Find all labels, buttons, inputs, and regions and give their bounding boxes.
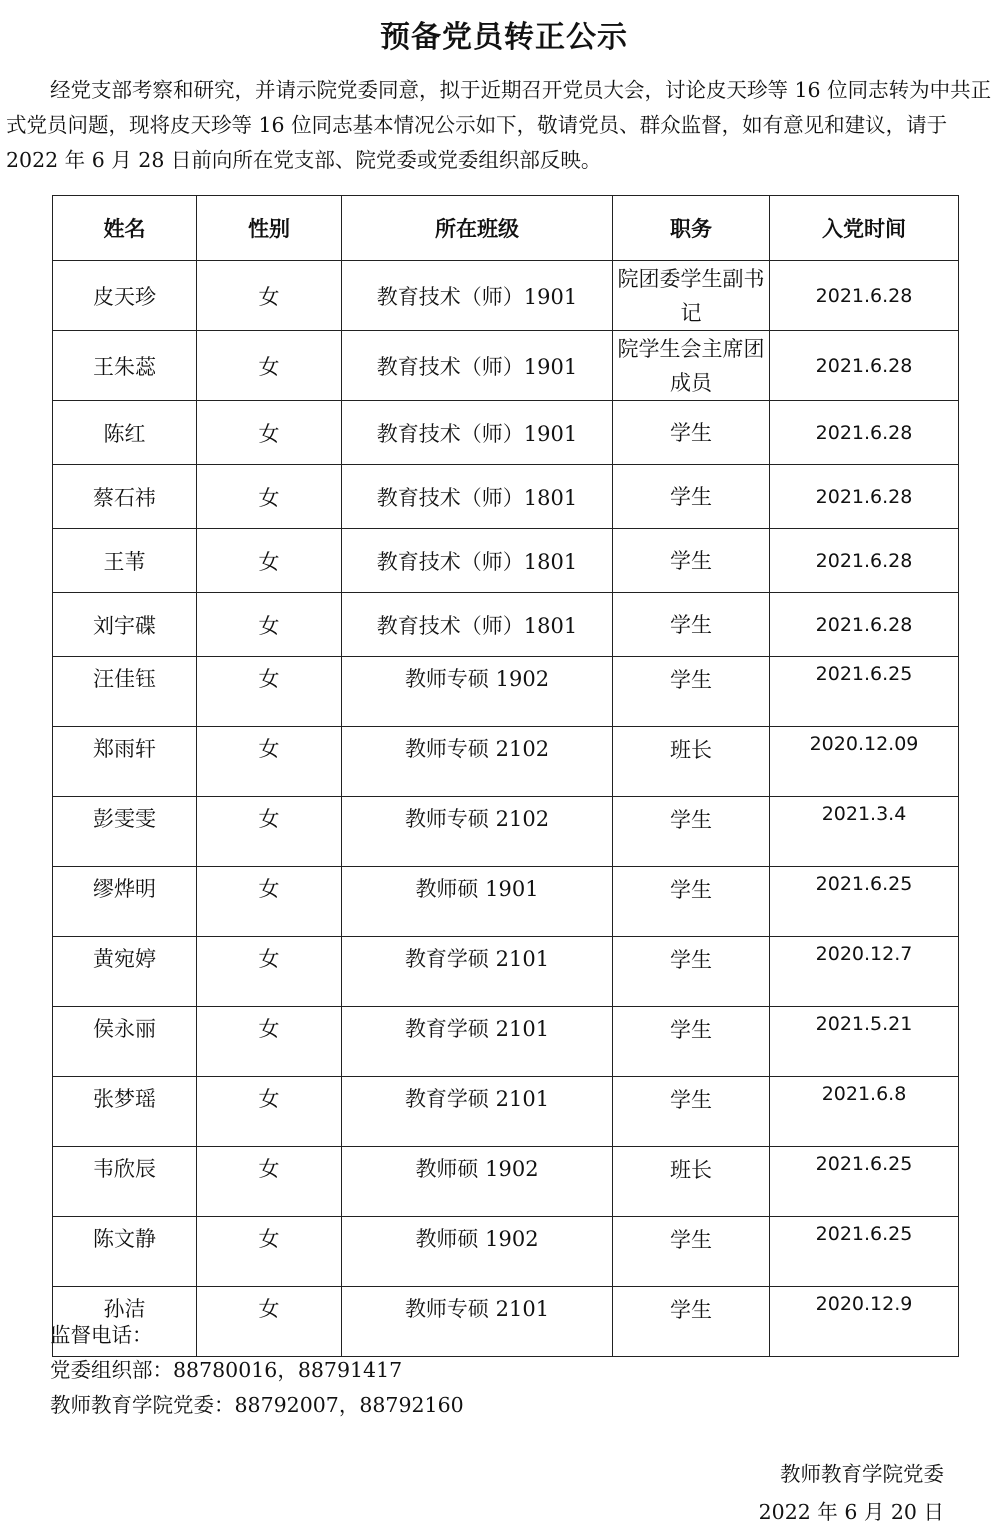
- name-cell: 皮天珍: [53, 261, 197, 331]
- class-cell: 教育技术（师）1901: [342, 401, 613, 465]
- position-cell: 学生: [613, 867, 770, 937]
- name-cell: 王朱蕊: [53, 331, 197, 401]
- table-row: [53, 1007, 959, 1077]
- position-cell: 院团委学生副书记: [613, 261, 770, 331]
- table-row: [53, 797, 959, 867]
- position-cell: 学生: [613, 937, 770, 1007]
- table-row: [53, 1077, 959, 1147]
- join-date-cell: 2021.6.28: [770, 593, 959, 657]
- header-gender: 性别: [197, 196, 342, 261]
- join-date-cell: 2021.6.28: [770, 401, 959, 465]
- join-date-cell: 2021.6.28: [770, 465, 959, 529]
- name-cell: 张梦瑶: [53, 1077, 197, 1147]
- position-cell: 学生: [613, 465, 770, 529]
- table-header-row: [53, 196, 959, 261]
- table-row: [53, 401, 959, 465]
- join-date-cell: 2021.6.28: [770, 331, 959, 401]
- class-cell: 教师硕 1902: [342, 1147, 613, 1217]
- name-cell: 孙洁: [53, 1287, 197, 1357]
- name-cell: 蔡石祎: [53, 465, 197, 529]
- join-date-cell: 2020.12.7: [770, 937, 959, 1007]
- header-join-date: 入党时间: [770, 196, 959, 261]
- name-cell: 彭雯雯: [53, 797, 197, 867]
- class-cell: 教育技术（师）1801: [342, 465, 613, 529]
- gender-cell: 女: [197, 937, 342, 1007]
- gender-cell: 女: [197, 529, 342, 593]
- position-cell: 院学生会主席团成员: [613, 331, 770, 401]
- class-cell: 教师专硕 2102: [342, 797, 613, 867]
- table-row: [53, 937, 959, 1007]
- contact-block: [50, 1318, 464, 1423]
- join-date-cell: 2021.6.25: [770, 867, 959, 937]
- header-class: 所在班级: [342, 196, 613, 261]
- join-date-cell: 2021.6.25: [770, 1217, 959, 1287]
- signature-date: 2022 年 6 月 20 日: [758, 1500, 944, 1524]
- gender-cell: 女: [197, 727, 342, 797]
- class-cell: 教师硕 1902: [342, 1217, 613, 1287]
- position-cell: 学生: [613, 593, 770, 657]
- position-cell: 学生: [613, 1217, 770, 1287]
- join-date-cell: 2021.6.25: [770, 657, 959, 727]
- name-cell: 刘宇碟: [53, 593, 197, 657]
- name-cell: 韦欣辰: [53, 1147, 197, 1217]
- join-date-cell: 2021.3.4: [770, 797, 959, 867]
- gender-cell: 女: [197, 1007, 342, 1077]
- position-cell: 学生: [613, 1007, 770, 1077]
- name-cell: 汪佳钰: [53, 657, 197, 727]
- class-cell: 教育学硕 2101: [342, 1077, 613, 1147]
- join-date-cell: 2021.6.28: [770, 261, 959, 331]
- table-row: [53, 261, 959, 331]
- class-cell: 教师专硕 2101: [342, 1287, 613, 1357]
- join-date-cell: 2021.6.25: [770, 1147, 959, 1217]
- class-cell: 教育学硕 2101: [342, 1007, 613, 1077]
- header-name: 姓名: [53, 196, 197, 261]
- gender-cell: 女: [197, 867, 342, 937]
- gender-cell: 女: [197, 465, 342, 529]
- name-cell: 侯永丽: [53, 1007, 197, 1077]
- table-row: [53, 1147, 959, 1217]
- class-cell: 教育技术（师）1801: [342, 529, 613, 593]
- class-cell: 教育技术（师）1901: [342, 261, 613, 331]
- class-cell: 教师专硕 2102: [342, 727, 613, 797]
- table-row: [53, 867, 959, 937]
- class-cell: 教育技术（师）1801: [342, 593, 613, 657]
- position-cell: 班长: [613, 1147, 770, 1217]
- class-cell: 教育技术（师）1901: [342, 331, 613, 401]
- contact-heading: 监督电话：: [50, 1323, 153, 1347]
- table-row: [53, 465, 959, 529]
- position-cell: 学生: [613, 401, 770, 465]
- table-row: [53, 593, 959, 657]
- position-cell: 学生: [613, 1077, 770, 1147]
- table-row: [53, 331, 959, 401]
- gender-cell: 女: [197, 657, 342, 727]
- table-row: [53, 657, 959, 727]
- member-table: [52, 195, 959, 1357]
- table-row: [53, 727, 959, 797]
- gender-cell: 女: [197, 1147, 342, 1217]
- intro-paragraph: 经党支部考察和研究，并请示院党委同意，拟于近期召开党员大会，讨论皮天珍等 16 位同志转为中共正式党员问题，现将皮天珍等 16 位同志基本情况公示如下，敬请党员、群众监督，如有意见和建议，请于 2022 年 6 月 28 日前向所在党支部、院党委或党委组织部反映。: [6, 78, 992, 172]
- gender-cell: 女: [197, 261, 342, 331]
- join-date-cell: 2021.6.28: [770, 529, 959, 593]
- table-row: [53, 529, 959, 593]
- position-cell: 学生: [613, 797, 770, 867]
- name-cell: 黄宛婷: [53, 937, 197, 1007]
- join-date-cell: 2021.6.8: [770, 1077, 959, 1147]
- contact-line-org-dept: 党委组织部：88780016，88791417: [50, 1358, 403, 1382]
- name-cell: 陈红: [53, 401, 197, 465]
- gender-cell: 女: [197, 1287, 342, 1357]
- signature-org: 教师教育学院党委: [780, 1462, 944, 1486]
- class-cell: 教师硕 1901: [342, 867, 613, 937]
- header-position: 职务: [613, 196, 770, 261]
- class-cell: 教育学硕 2101: [342, 937, 613, 1007]
- table-body: [53, 261, 959, 1357]
- contact-line-college: 教师教育学院党委：88792007，88792160: [50, 1393, 464, 1417]
- table-row: [53, 1217, 959, 1287]
- document-title: 预备党员转正公示: [380, 20, 628, 55]
- gender-cell: 女: [197, 593, 342, 657]
- position-cell: 学生: [613, 657, 770, 727]
- position-cell: 班长: [613, 727, 770, 797]
- class-cell: 教师专硕 1902: [342, 657, 613, 727]
- name-cell: 缪烨明: [53, 867, 197, 937]
- join-date-cell: 2020.12.9: [770, 1287, 959, 1357]
- name-cell: 陈文静: [53, 1217, 197, 1287]
- gender-cell: 女: [197, 797, 342, 867]
- gender-cell: 女: [197, 331, 342, 401]
- name-cell: 王苇: [53, 529, 197, 593]
- name-cell: 郑雨轩: [53, 727, 197, 797]
- signature-block: [759, 1455, 944, 1531]
- gender-cell: 女: [197, 1077, 342, 1147]
- position-cell: 学生: [613, 1287, 770, 1357]
- join-date-cell: 2021.5.21: [770, 1007, 959, 1077]
- gender-cell: 女: [197, 401, 342, 465]
- join-date-cell: 2020.12.09: [770, 727, 959, 797]
- position-cell: 学生: [613, 529, 770, 593]
- gender-cell: 女: [197, 1217, 342, 1287]
